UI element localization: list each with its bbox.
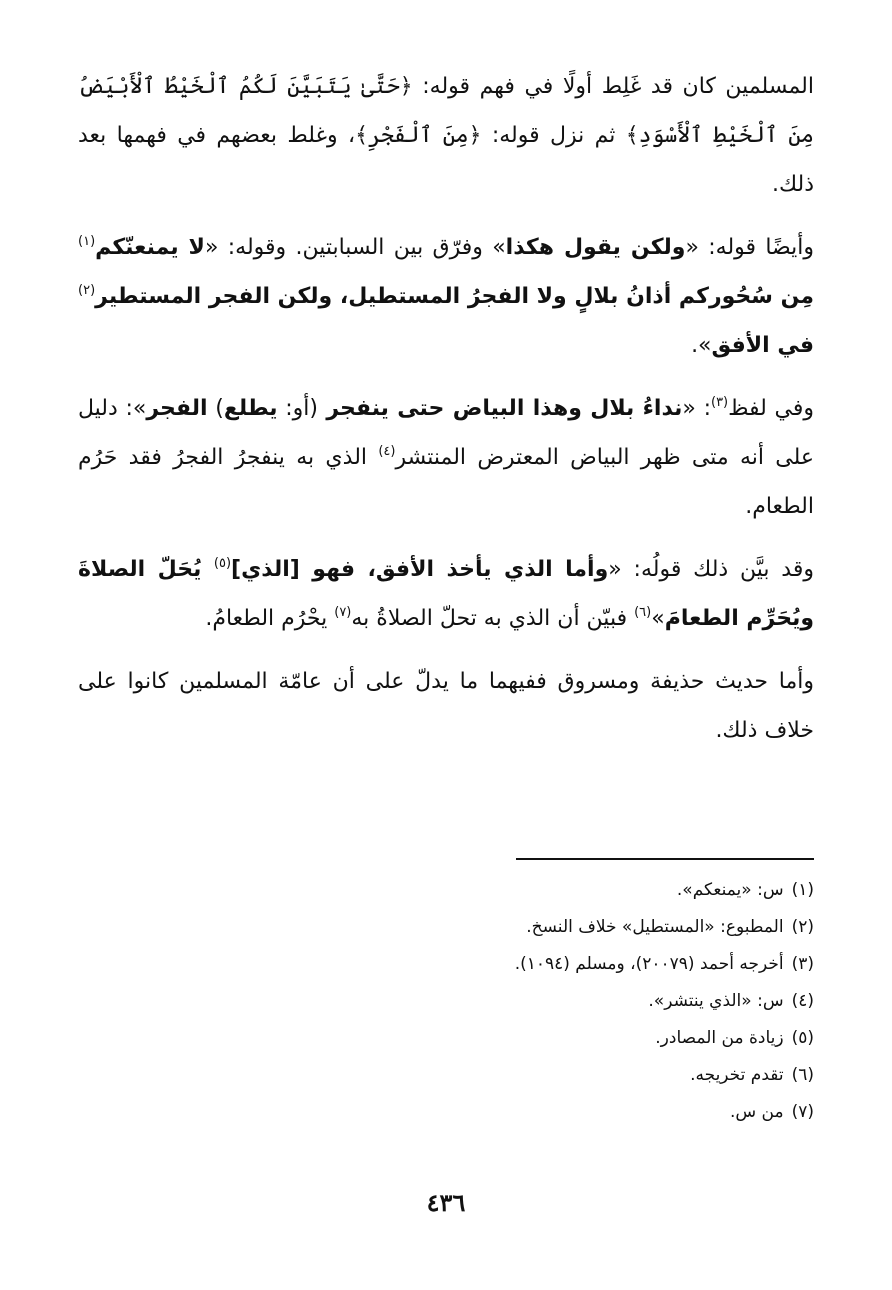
- text: ، وغلط بعضهم في فهمها بعد ذلك.: [78, 123, 814, 197]
- hadith-text: مِن سُحُوركم أذانُ بلالٍ ولا الفجرُ المستطيل، ولكن الفجر المستطير: [95, 284, 814, 309]
- hadith-text: ولكن يقول هكذا: [505, 235, 686, 260]
- text: يحْرُم الطعامُ.: [205, 606, 335, 631]
- footnote-item: [78, 1020, 814, 1057]
- footnote-ref: (٥): [213, 556, 232, 571]
- text: : «: [682, 396, 711, 421]
- footnote-text: س: «يمنعكم».: [676, 880, 784, 900]
- paragraph-3: [78, 384, 814, 531]
- footnote-ref: (٤): [378, 444, 396, 459]
- footnote-ref: (٦): [634, 605, 652, 620]
- footnote-number: (٤): [791, 991, 814, 1011]
- footnote-divider: [516, 858, 814, 860]
- footnote-ref: (٧): [334, 605, 352, 620]
- footnote-number: (٦): [791, 1065, 814, 1085]
- footnote-item: [78, 983, 814, 1020]
- paragraph-5: [78, 657, 814, 755]
- hadith-text: في الأفق: [711, 333, 814, 358]
- footnote-number: (٢): [791, 917, 814, 937]
- footnote-text: من س.: [729, 1102, 784, 1122]
- hadith-text: نداءُ بلال وهذا البياض حتى ينفجر: [317, 396, 683, 421]
- footnote-item: [78, 872, 814, 909]
- hadith-text: لا يمنعنّكم: [95, 235, 205, 260]
- hadith-text: يُحَلّ الصلاةَ ويُحَرِّم الطعامَ: [78, 557, 814, 631]
- text: »: دليل على أنه متى ظهر البياض المعترض المنتشر: [78, 396, 815, 470]
- footnote-item: [78, 946, 814, 983]
- editorial-insertion: [الذي]: [231, 557, 300, 582]
- text: فبيّن أن الذي به تحلّ الصلاةُ به: [351, 606, 635, 631]
- footnote-number: (٣): [791, 954, 814, 974]
- quran-verse: ﴿مِنَ ٱلْفَجْرِ﴾: [355, 123, 482, 148]
- footnote-ref: (١): [78, 234, 96, 249]
- page-number: ٤٣٦: [426, 1188, 466, 1217]
- text: » وفرّق بين السبابتين. وقوله: «: [204, 235, 506, 260]
- footnote-number: (١): [791, 880, 814, 900]
- paragraph-4: [78, 545, 814, 643]
- footnote-ref: (٣): [710, 395, 729, 410]
- text: وأما حديث حذيفة ومسروق ففيهما ما يدلّ على أن عامّة المسلمين كانوا على خلاف ذلك.: [78, 669, 814, 743]
- footnote-number: (٧): [791, 1102, 814, 1122]
- text: المسلمين كان قد غَلِط أولًا في فهم قوله:: [412, 74, 814, 99]
- footnote-text: المطبوع: «المستطيل» خلاف النسخ.: [526, 917, 784, 937]
- footnote-item: [78, 1094, 814, 1131]
- footnote-number: (٥): [791, 1028, 814, 1048]
- text: »: [651, 606, 665, 631]
- hadith-text: وأما الذي يأخذ الأفق، فهو: [299, 557, 609, 582]
- footnote-text: س: «الذي ينتشر».: [648, 991, 784, 1011]
- footnote-text: تقدم تخريجه.: [690, 1065, 784, 1085]
- text: ثم نزل قوله:: [481, 123, 626, 148]
- text: ): [207, 396, 224, 421]
- text: الذي به ينفجرُ الفجرُ فقد حَرُم الطعام.: [78, 445, 814, 519]
- paragraph-1: [78, 62, 814, 209]
- text: وفي لفظ: [728, 396, 815, 421]
- text: (أو:: [277, 396, 318, 421]
- footnote-item: [78, 909, 814, 946]
- footnote-ref: (٢): [78, 283, 96, 298]
- text: ».: [691, 333, 712, 358]
- main-text: [78, 62, 814, 769]
- hadith-text: الفجر: [146, 396, 208, 421]
- paragraph-2: [78, 223, 814, 370]
- footnote-item: [78, 1057, 814, 1094]
- footnote-text: زيادة من المصادر.: [655, 1028, 784, 1048]
- footnote-text: أخرجه أحمد (٢٠٠٧٩)، ومسلم (١٠٩٤).: [514, 954, 784, 974]
- hadith-text: يطلع: [223, 396, 278, 421]
- text: وقد بيَّن ذلك قولُه: «: [608, 557, 814, 582]
- text: وأيضًا قوله: «: [685, 235, 814, 260]
- quran-verse: ﴿حَتَّىٰ يَتَبَيَّنَ لَكُمُ ٱلْخَيْطُ ٱلْأَبْيَضُ مِنَ ٱلْخَيْطِ ٱلْأَسْوَدِ﴾: [78, 74, 814, 148]
- footnotes-list: [78, 872, 814, 1131]
